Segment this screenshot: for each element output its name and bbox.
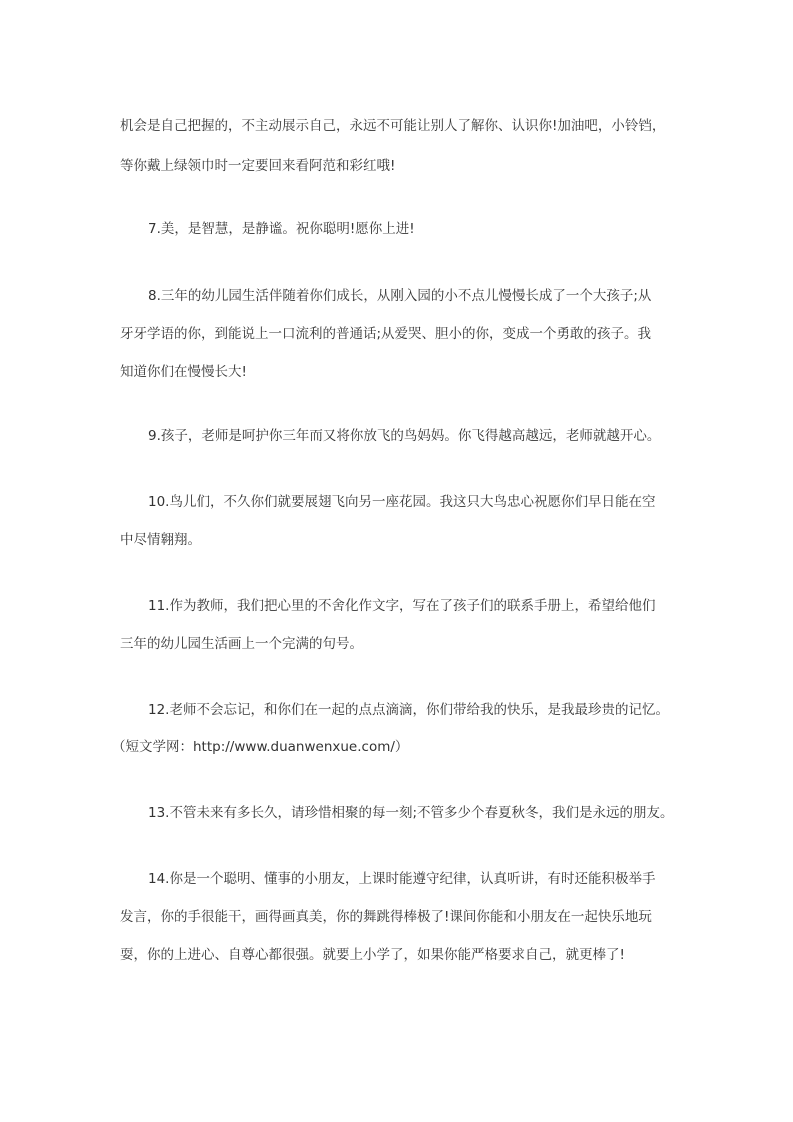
paragraph-7: 7.美，是智慧，是静谧。祝你聪明!愿你上进! (148, 221, 415, 237)
paragraph-13: 13.不管未来有多长久，请珍惜相聚的每一刻;不管多少个春夏秋冬，我们是永远的朋友。 (148, 805, 674, 821)
paragraph-8-line-2: 牙牙学语的你，到能说上一口流利的普通话;从爱哭、胆小的你，变成一个勇敢的孩子。我 (120, 326, 652, 342)
paragraph-12-line-1: 12.老师不会忘记，和你们在一起的点点滴滴，你们带给我的快乐，是我最珍贵的记忆。 (148, 702, 669, 718)
paragraph-10-line-2: 中尽情翱翔。 (120, 532, 201, 548)
source-link-text: （短文学网：http://www.duanwenxue.com/） (112, 739, 409, 755)
paragraph-14-line-3: 耍，你的上进心、自尊心都很强。就要上小学了，如果你能严格要求自己，就更棒了! (120, 947, 625, 963)
paragraph-6-line-1: 机会是自己把握的，不主动展示自己，永远不可能让别人了解你、认识你!加油吧，小铃铛， (120, 118, 666, 134)
paragraph-11-line-1: 11.作为教师，我们把心里的不舍化作文字，写在了孩子们的联系手册上，希望给他们 (148, 598, 656, 614)
paragraph-9: 9.孩子，老师是呵护你三年而又将你放飞的鸟妈妈。你飞得越高越远，老师就越开心。 (148, 428, 661, 444)
paragraph-8-line-3: 知道你们在慢慢长大! (120, 364, 247, 380)
paragraph-14-line-1: 14.你是一个聪明、懂事的小朋友，上课时能遵守纪律，认真听讲，有时还能积极举手 (148, 871, 656, 887)
paragraph-10-line-1: 10.鸟儿们，不久你们就要展翅飞向另一座花园。我这只大鸟忠心祝愿你们早日能在空 (148, 494, 656, 510)
paragraph-8-line-1: 8.三年的幼儿园生活伴随着你们成长，从刚入园的小不点儿慢慢长成了一个大孩子;从 (148, 288, 652, 304)
paragraph-6-line-2: 等你戴上绿领巾时一定要回来看阿范和彩红哦! (120, 158, 396, 174)
paragraph-11-line-2: 三年的幼儿园生活画上一个完满的句号。 (120, 636, 363, 652)
paragraph-14-line-2: 发言，你的手很能干，画得画真美，你的舞跳得棒极了!课间你能和小朋友在一起快乐地玩 (120, 909, 652, 925)
